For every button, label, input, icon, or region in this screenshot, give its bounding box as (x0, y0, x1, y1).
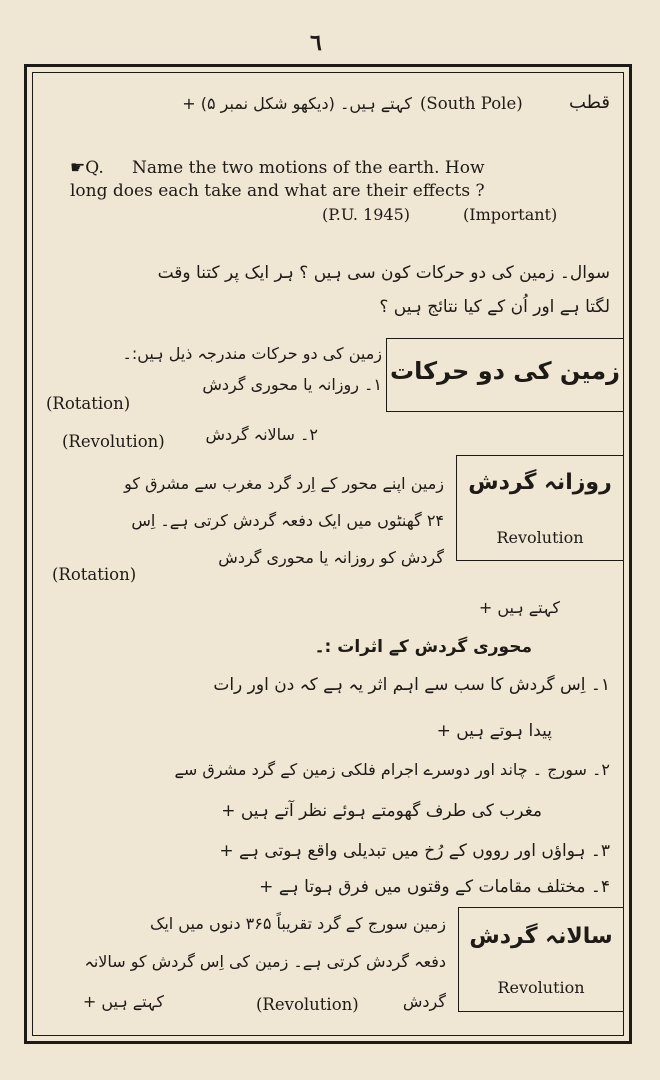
motions-title-box (386, 338, 624, 412)
effect-4: ۴۔ مختلف مقامات کے وقتوں میں فرق ہوتا ہے + (259, 877, 610, 897)
question-importance: (Important) (463, 205, 558, 224)
motion-item-1-urdu: ۱۔ روزانہ یا محوری گردش (202, 375, 382, 394)
question-line-1: Name the two motions of the earth. How (132, 158, 485, 178)
annual-line-3-urdu-end: کہتے ہیں + (82, 992, 164, 1011)
daily-line-1: زمین اپنے محور کے اِرد گرد مغرب سے مشرق کو (124, 474, 444, 493)
daily-rotation-subtitle: Revolution (496, 528, 584, 547)
annual-line-1: زمین سورج کے گرد تقریباً ۳۶۵ دنوں میں ایک (150, 914, 446, 933)
urdu-question-line-2: لگتا ہے اور اُن کے کیا نتائج ہیں ؟ (379, 297, 610, 317)
daily-line-2: ۲۴ گھنٹوں میں ایک دفعہ گردش کرتی ہے۔ اِس (131, 511, 444, 530)
annual-revolution-title-box (458, 907, 624, 1012)
annual-line-2: دفعہ گردش کرتی ہے۔ زمین کی اِس گردش کو سالانہ (84, 952, 446, 971)
question-reference: (P.U. 1945) (322, 205, 410, 224)
annual-revolution-title: سالانہ گردش (469, 924, 613, 949)
urdu-question-line-1: سوال۔ زمین کی دو حرکات کون سی ہیں ؟ ہر ایک پر کتنا وقت (157, 263, 610, 283)
question-marker: ☛Q. (70, 158, 104, 178)
effect-2-line-1: ۲۔ سورج ۔ چاند اور دوسرے اجرام فلکی زمین کے گرد مشرق سے (174, 760, 610, 779)
question-line-2: long does each take and what are their effects ? (70, 181, 485, 201)
top-line-urdu-end: کہتے ہیں۔ (دیکھو شکل نمبر ۵) + (182, 94, 412, 113)
top-line-english: (South Pole) (420, 94, 523, 113)
motion-item-2-english: (Revolution) (62, 432, 165, 451)
effects-heading: محوری گردش کے اثرات :۔ (314, 637, 532, 657)
annual-line-3-english: (Revolution) (256, 995, 359, 1014)
motion-item-2-urdu: ۲۔ سالانہ گردش (205, 425, 318, 444)
page-number: ٦ (310, 30, 322, 56)
daily-line-4: کہتے ہیں + (478, 598, 560, 617)
effect-1-line-1: ۱۔ اِس گردش کا سب سے اہم اثر یہ ہے کہ دن اور رات (213, 675, 610, 695)
annual-revolution-subtitle: Revolution (497, 978, 585, 997)
daily-line-3-english: (Rotation) (52, 565, 137, 584)
daily-rotation-title: روزانہ گردش (468, 470, 612, 495)
motion-item-1-english: (Rotation) (46, 394, 131, 413)
annual-line-3-urdu-start: گردش (402, 992, 446, 1011)
daily-rotation-title-box (456, 455, 624, 561)
effect-1-line-2: پیدا ہوتے ہیں + (436, 721, 552, 741)
motions-intro: زمین کی دو حرکات مندرجہ ذیل ہیں:۔ (122, 344, 382, 363)
motions-title: زمین کی دو حرکات (390, 357, 620, 385)
daily-line-3-urdu: گردش کو روزانہ یا محوری گردش (218, 548, 444, 567)
effect-2-line-2: مغرب کی طرف گھومتے ہوئے نظر آتے ہیں + (221, 801, 542, 821)
top-line-urdu-start: قطب (568, 92, 610, 113)
effect-3: ۳۔ ہواؤں اور رووں کے رُخ میں تبدیلی واقع ہوتی ہے + (219, 841, 610, 861)
